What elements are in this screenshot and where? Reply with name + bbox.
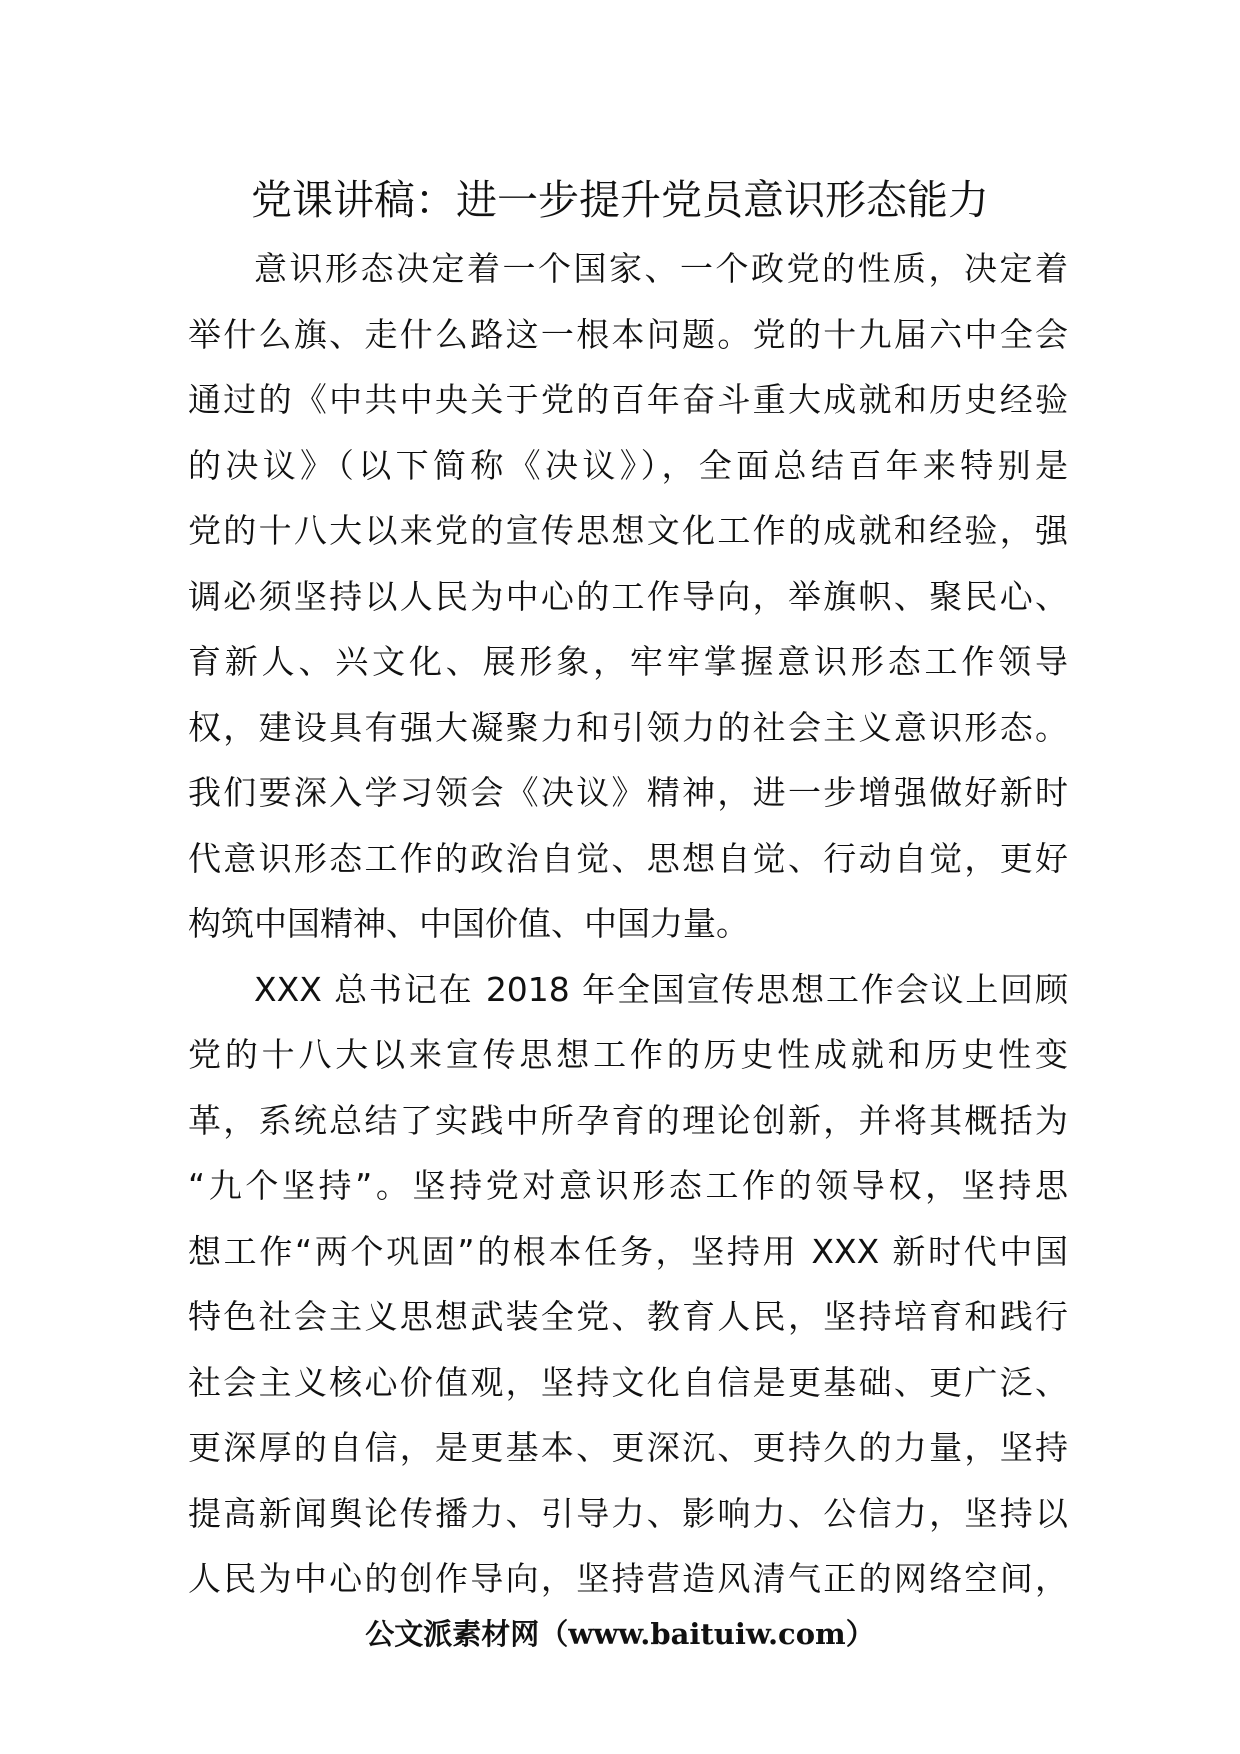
- text-line: 更深厚的自信，是更基本、更深沉、更持久的力量，坚持: [188, 1428, 1068, 1467]
- footer-source: 公文派素材网（www.baituiw.com）: [365, 1617, 875, 1651]
- text-line: 代意识形态工作的政治自觉、思想自觉、行动自觉，更好: [188, 838, 1068, 878]
- text-line: 提高新闻舆论传播力、引导力、影响力、公信力，坚持以: [188, 1493, 1068, 1533]
- text-line: 人民为中心的创作导向，坚持营造风清气正的网络空间，: [188, 1559, 1068, 1598]
- paragraph-2: [188, 957, 1068, 1612]
- document-title: 党课讲稿：进一步提升党员意识形态能力: [251, 176, 989, 224]
- text-line: 革，系统总结了实践中所孕育的理论创新，并将其概括为: [188, 1100, 1068, 1140]
- text-line: 想工作“两个巩固”的根本任务，坚持用 XXX 新时代中国: [188, 1231, 1068, 1271]
- text-line: 育新人、兴文化、展形象，牢牢掌握意识形态工作领导: [188, 642, 1068, 681]
- document-body: [188, 236, 1068, 1612]
- text-line: 构筑中国精神、中国价值、中国力量。: [188, 904, 749, 943]
- text-line: 通过的《中共中央关于党的百年奋斗重大成就和历史经验: [188, 380, 1068, 419]
- text-line: 特色社会主义思想武装全党、教育人民，坚持培育和践行: [188, 1297, 1068, 1336]
- text-line: 党的十八大以来宣传思想工作的历史性成就和历史性变: [188, 1035, 1068, 1074]
- text-line: 意识形态决定着一个国家、一个政党的性质，决定着: [254, 249, 1068, 288]
- text-line: “九个坚持”。坚持党对意识形态工作的领导权，坚持思: [188, 1166, 1068, 1205]
- text-line: 调必须坚持以人民为中心的工作导向，举旗帜、聚民心、: [188, 576, 1068, 616]
- text-line: 权，建设具有强大凝聚力和引领力的社会主义意识形态。: [188, 707, 1068, 747]
- text-line: 举什么旗、走什么路这一根本问题。党的十九届六中全会: [188, 314, 1068, 354]
- text-line: XXX 总书记在 2018 年全国宣传思想工作会议上回顾: [254, 969, 1068, 1009]
- text-line: 党的十八大以来党的宣传思想文化工作的成就和经验，强: [188, 511, 1068, 550]
- paragraph-1: [188, 236, 1068, 957]
- text-line: 社会主义核心价值观，坚持文化自信是更基础、更广泛、: [188, 1362, 1068, 1402]
- text-line: 的决议》（以下简称《决议》），全面总结百年来特别是: [188, 445, 1068, 485]
- text-line: 我们要深入学习领会《决议》精神，进一步增强做好新时: [188, 773, 1068, 812]
